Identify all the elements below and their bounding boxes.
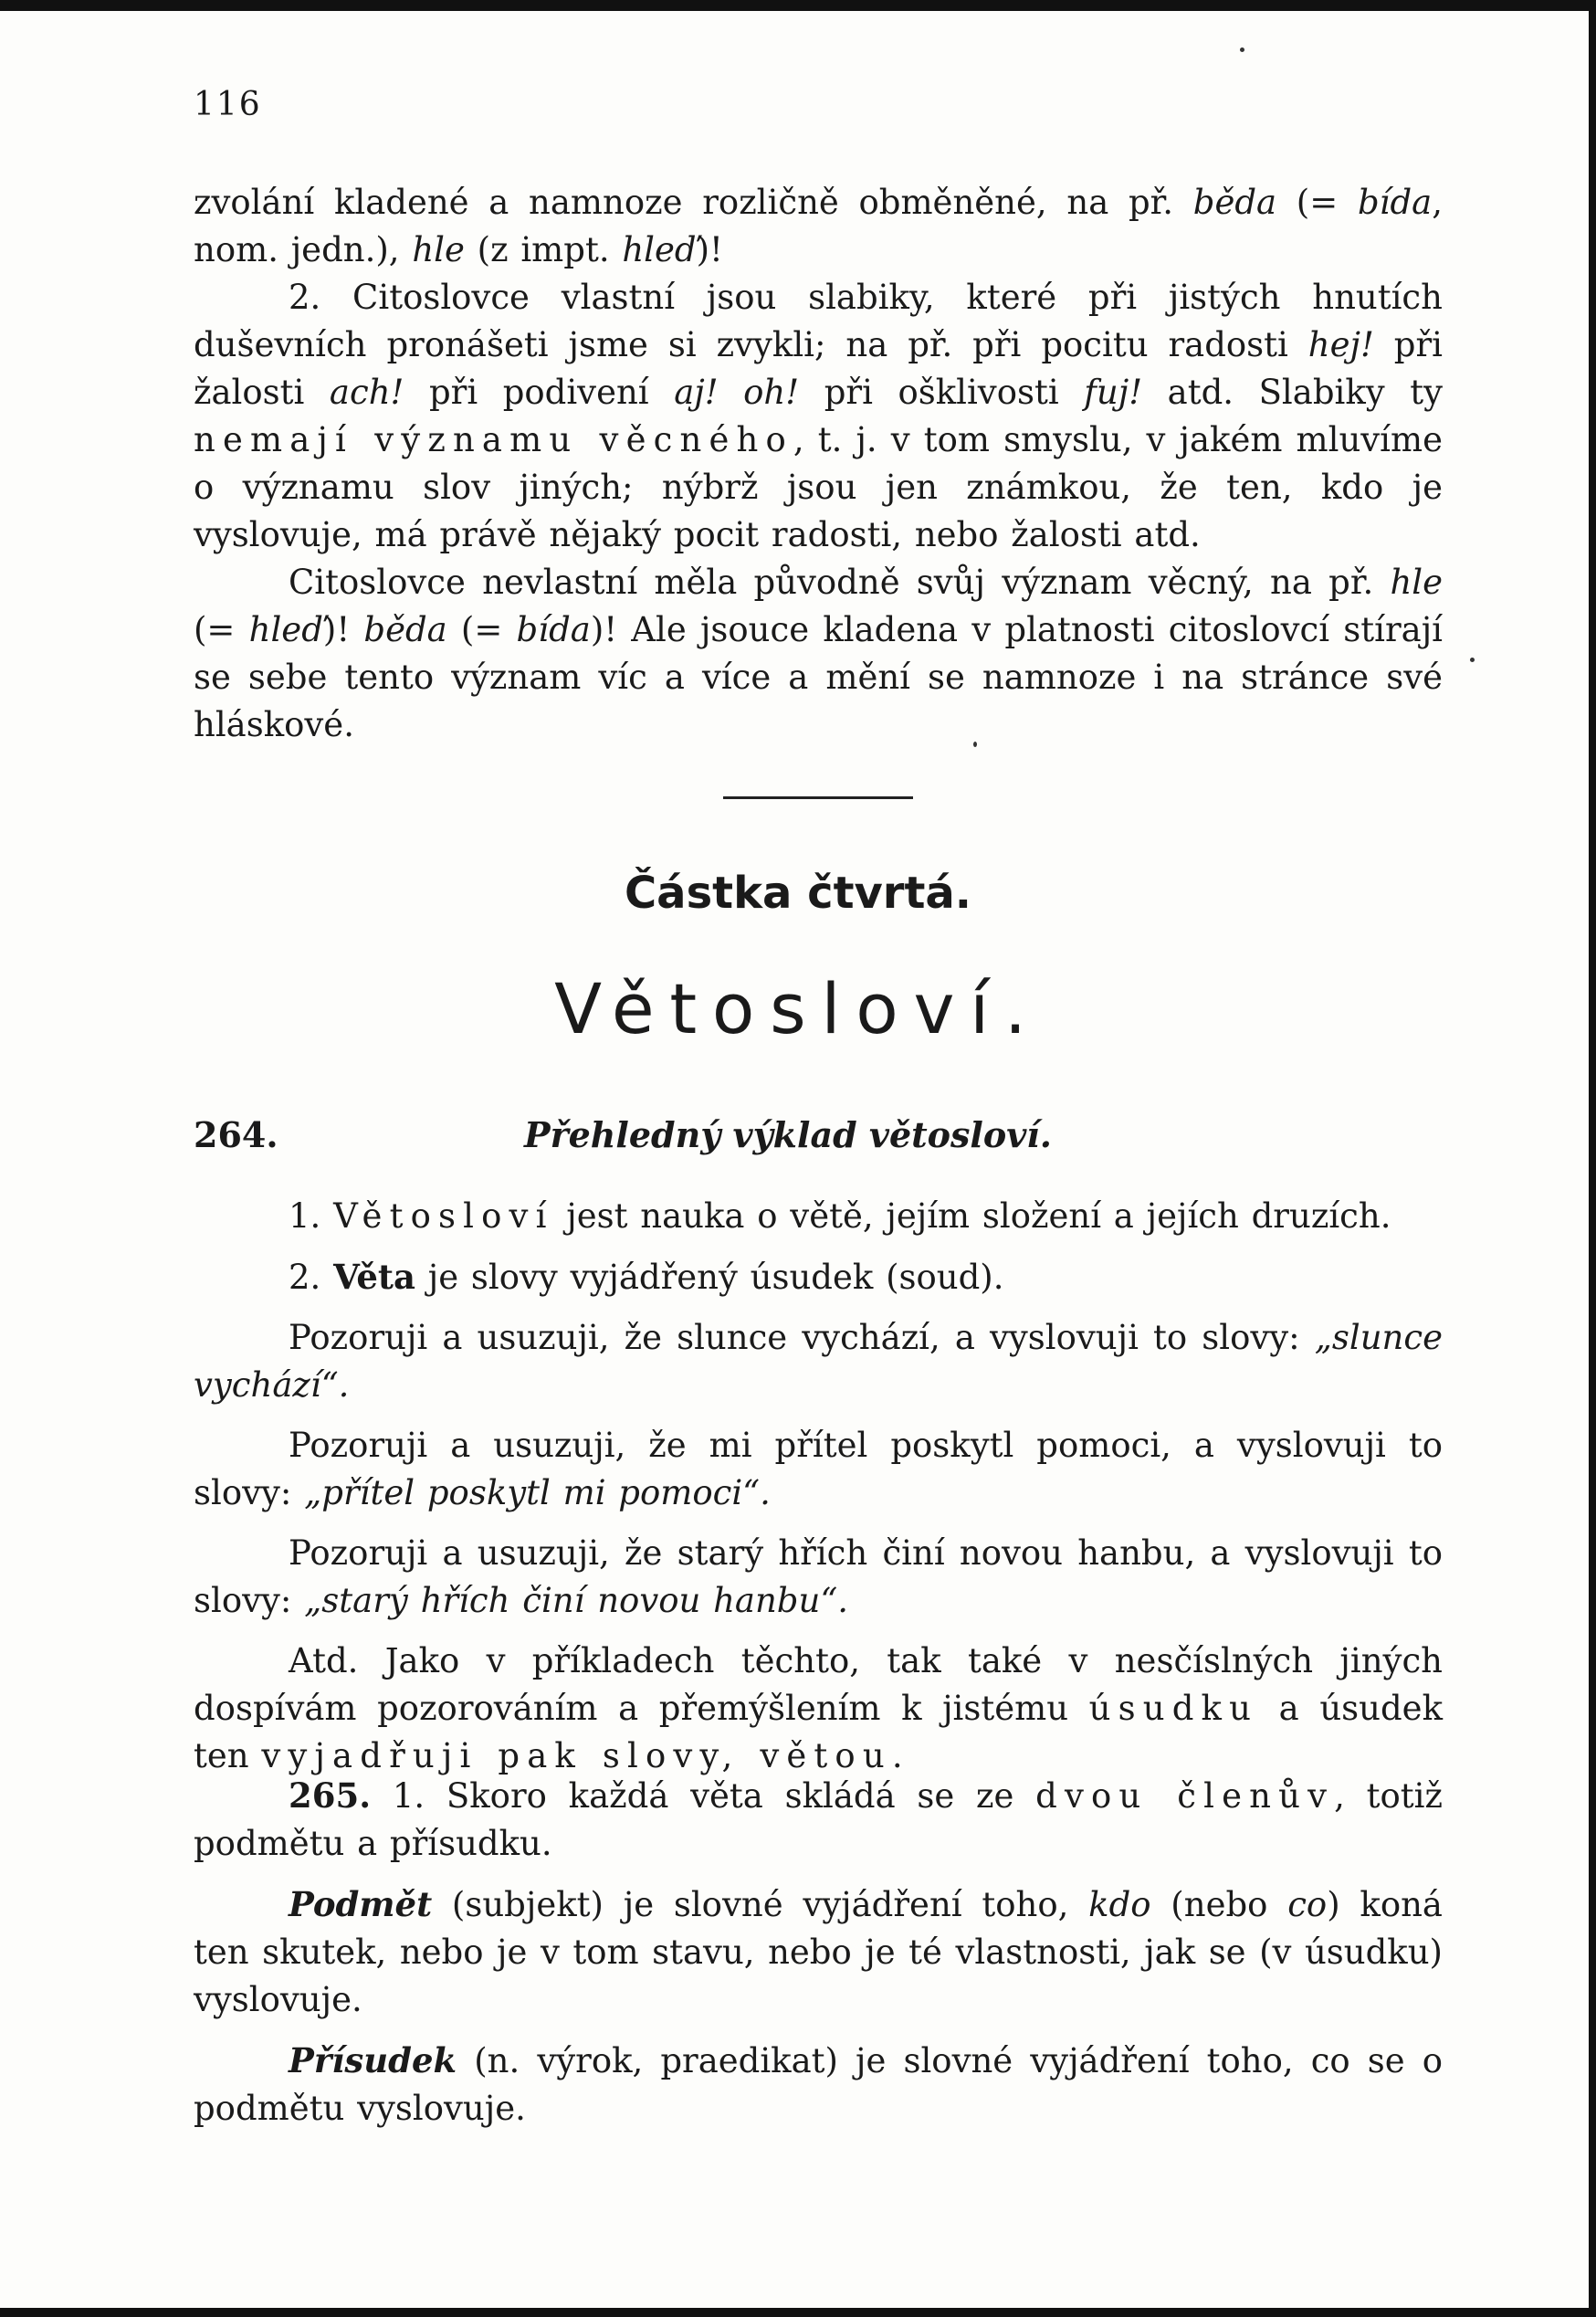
page-number: 116 bbox=[194, 86, 262, 123]
section-265-body bbox=[194, 1772, 1443, 2133]
scan-edge-right bbox=[1589, 0, 1596, 2317]
section-heading-264 bbox=[194, 1114, 1443, 1162]
paragraph-judgement: Atd. Jako v příkladech těchto, tak také v nesčíslných jiných dospívám pozorováním a přemýšlením k jistému úsudku a úsudek ten vyjadřuji pak slovy, větou. bbox=[194, 1641, 1443, 1775]
scan-speck bbox=[1470, 658, 1475, 662]
paragraph-exclamation-examples: zvolání kladené a namnoze rozličně obměněné, na př. běda (= bída, nom. jedn.), hle (z impt. hleď)! bbox=[194, 183, 1443, 269]
paragraph-predicate: Přísudek (n. výrok, praedikat) je slovné vyjádření toho, co se o podmětu vyslovuje. bbox=[194, 2040, 1443, 2128]
top-text-block bbox=[194, 179, 1443, 749]
section-divider bbox=[723, 796, 913, 799]
section-264-body bbox=[194, 1193, 1443, 1780]
paragraph-two-members: 265. 1. Skoro každá věta skládá se ze dvou členův, totiž podmětu a přísudku. bbox=[194, 1775, 1443, 1863]
section-title: Přehledný výklad větosloví. bbox=[524, 1114, 1052, 1155]
scan-edge-top bbox=[0, 0, 1596, 11]
paragraph-example-sin: Pozoruji a usuzuji, že starý hřích činí novou hanbu, a vyslovuji to slovy: „starý hřích činí novou hanbu“. bbox=[194, 1533, 1443, 1620]
part-title: Částka čtvrtá. bbox=[624, 868, 972, 919]
scan-edge-bottom bbox=[0, 2308, 1596, 2317]
section-number: 264. bbox=[194, 1114, 278, 1155]
paragraph-example-sun: Pozoruji a usuzuji, že slunce vychází, a vyslovuji to slovy: „slunce vychází“. bbox=[194, 1318, 1443, 1405]
scan-speck bbox=[1240, 47, 1244, 52]
paragraph-subject: Podmět (subjekt) je slovné vyjádření toho, kdo (nebo co) koná ten skutek, nebo je v tom stavu, nebo je té vlastnosti, jak se (v úsudku) vyslovuje. bbox=[194, 1884, 1443, 2019]
paragraph-proper-interjections: 2. Citoslovce vlastní jsou slabiky, které při jistých hnutích duševních pronášeti jsme si zvykli; na př. při pocitu radosti hej! při žalosti ach! při podivení aj! oh! při ošklivosti fuj! atd. Slabiky ty nemají významu věcného, t. j. v tom smyslu, v jakém mluvíme o významu slov jiných; nýbrž jsou jen známkou, že ten, kdo je vyslovuje, má právě nějaký pocit radosti, nebo žalosti atd. bbox=[194, 278, 1444, 554]
paragraph-definition-syntax: 1. Větosloví jest nauka o větě, jejím složení a jejích druzích. bbox=[289, 1196, 1391, 1236]
chapter-title: Větosloví. bbox=[554, 968, 1042, 1049]
paragraph-definition-sentence: 2. Věta je slovy vyjádřený úsudek (soud). bbox=[289, 1257, 1004, 1297]
paragraph-example-friend: Pozoruji a usuzuji, že mi přítel poskytl pomoci, a vyslovuji to slovy: „přítel poskytl mi pomoci“. bbox=[194, 1426, 1443, 1512]
paragraph-improper-interjections: Citoslovce nevlastní měla původně svůj význam věcný, na př. hle (= hleď)! běda (= bída)! Ale jsouce kladena v platnosti citoslovcí stírají se sebe tento význam víc a více a mění se namnoze i na stránce své hláskové. bbox=[194, 563, 1443, 744]
